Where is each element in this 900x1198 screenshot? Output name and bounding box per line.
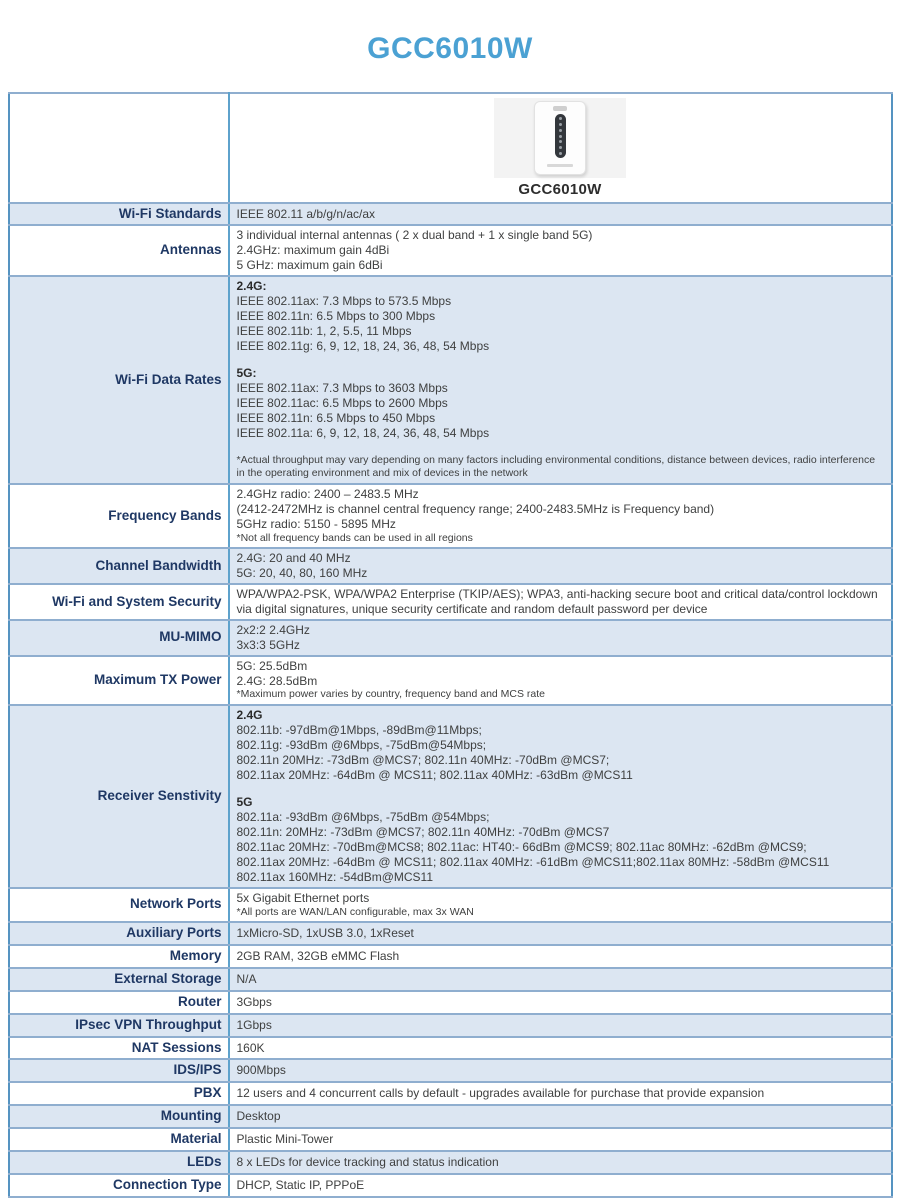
spec-row-mounting	[9, 1105, 892, 1128]
spec-value	[229, 1037, 892, 1060]
spec-value-line: 2GB RAM, 32GB eMMC Flash	[236, 949, 400, 964]
spec-label: Frequency Bands	[9, 484, 229, 548]
spec-row-memory	[9, 945, 892, 968]
spec-label: IPsec VPN Throughput	[9, 1014, 229, 1037]
spacer	[237, 353, 884, 366]
spec-value	[229, 225, 892, 276]
spec-label: NAT Sessions	[9, 1037, 229, 1060]
spec-label: External Storage	[9, 968, 229, 991]
spec-value-line: 802.11b: -97dBm@1Mbps, -89dBm@11Mbps;	[236, 722, 482, 737]
spec-value-line: IEEE 802.11a: 6, 9, 12, 18, 24, 36, 48, 54 Mbps	[236, 425, 490, 440]
spec-value	[229, 945, 892, 968]
spec-value-line: N/A	[236, 971, 257, 986]
spec-row-external-storage	[9, 968, 892, 991]
spec-value-line: 802.11n: 20MHz: -73dBm @MCS7; 802.11n 40MHz: -70dBm @MCS7	[236, 825, 610, 840]
spec-value-line: 802.11ax 20MHz: -64dBm @ MCS11; 802.11ax 40MHz: -63dBm @MCS11	[236, 767, 633, 782]
spec-label: Router	[9, 991, 229, 1014]
spec-row-auxiliary-ports	[9, 922, 892, 945]
spacer	[237, 441, 884, 454]
spec-row-ipsec-vpn-throughput	[9, 1014, 892, 1037]
spec-value-line: 12 users and 4 concurrent calls by default - upgrades available for purchase that provide expansion	[236, 1086, 765, 1101]
spec-label: Channel Bandwidth	[9, 548, 229, 584]
spec-value-line: IEEE 802.11g: 6, 9, 12, 18, 24, 36, 48, 54 Mbps	[236, 338, 490, 353]
spec-value-line: *Actual throughput may vary depending on many factors including environmental conditions, distance between devices, radio interference in the operating environment and mix of devices in the network	[236, 453, 876, 480]
spec-value-line: 5G: 25.5dBm	[236, 658, 308, 673]
spec-value-line: 802.11ax 20MHz: -64dBm @ MCS11; 802.11ax 40MHz: -61dBm @MCS11;802.11ax 80MHz: -58dBm @MCS11	[236, 854, 830, 869]
spec-value-line: 5G: 20, 40, 80, 160 MHz	[236, 566, 368, 581]
spec-row-network-ports	[9, 888, 892, 923]
spec-row-wi-fi-and-system-security	[9, 584, 892, 620]
spec-value	[229, 1082, 892, 1105]
header-empty-cell	[9, 93, 229, 203]
spec-label: Wi-Fi Data Rates	[9, 276, 229, 484]
spec-value-line: 2.4G: 28.5dBm	[236, 673, 318, 688]
page-title: GCC6010W	[367, 32, 533, 65]
spec-value	[229, 888, 892, 923]
spec-row-leds	[9, 1151, 892, 1174]
spec-value-line: Desktop	[236, 1109, 281, 1124]
spec-row-wi-fi-standards	[9, 203, 892, 226]
spec-value-line: 2.4GHz radio: 2400 – 2483.5 MHz	[236, 487, 419, 502]
spec-value-line: *Not all frequency bands can be used in all regions	[236, 531, 473, 544]
spec-value-line: IEEE 802.11ax: 7.3 Mbps to 3603 Mbps	[236, 381, 448, 396]
spec-row-channel-bandwidth	[9, 548, 892, 584]
spec-value-line: 900Mbps	[236, 1063, 286, 1078]
spec-label: Network Ports	[9, 888, 229, 923]
spec-value-line: 5G:	[236, 366, 257, 381]
spec-value-line: 5G	[236, 795, 253, 810]
spec-label: Wi-Fi and System Security	[9, 584, 229, 620]
spec-value	[229, 620, 892, 656]
spec-row-material	[9, 1128, 892, 1151]
spec-value	[229, 1128, 892, 1151]
spec-label: Memory	[9, 945, 229, 968]
product-image	[494, 98, 626, 178]
spec-row-mu-mimo	[9, 620, 892, 656]
spec-table	[8, 92, 893, 1198]
spec-value-line: 2.4G	[236, 708, 263, 723]
spec-value-line: 160K	[236, 1040, 265, 1055]
spec-value-line: WPA/WPA2-PSK, WPA/WPA2 Enterprise (TKIP/AES); WPA3, anti-hacking secure boot and critical data/control lockdown via digital signatures, unique security certificate and random default password per device	[236, 587, 878, 617]
product-image-cell	[229, 93, 892, 203]
spec-value-line: 1Gbps	[236, 1017, 272, 1032]
spec-value-line: 3Gbps	[236, 994, 272, 1009]
spec-value-line: *All ports are WAN/LAN configurable, max 3x WAN	[236, 905, 474, 918]
device-led-strip-icon	[555, 114, 566, 158]
spec-value-line: 2.4G:	[236, 279, 267, 294]
spec-value-line: IEEE 802.11b: 1, 2, 5.5, 11 Mbps	[236, 323, 412, 338]
spec-value	[229, 203, 892, 226]
spec-row-ids-ips	[9, 1059, 892, 1082]
spec-value-line: 8 x LEDs for device tracking and status indication	[236, 1154, 499, 1169]
spec-value-line: 2.4GHz: maximum gain 4dBi	[236, 243, 390, 258]
spec-value-line: 802.11ac 20MHz: -70dBm@MCS8; 802.11ac: HT40:- 66dBm @MCS9; 802.11ac 80MHz: -62dBm @MCS9;	[236, 840, 807, 855]
spec-value-line: 2.4G: 20 and 40 MHz	[236, 551, 351, 566]
device-body	[534, 101, 586, 175]
spec-label: Wi-Fi Standards	[9, 203, 229, 226]
spec-value-line: 802.11ax 160MHz: -54dBm@MCS11	[236, 869, 433, 884]
spec-row-antennas	[9, 225, 892, 276]
spec-value	[229, 991, 892, 1014]
device-grille	[553, 106, 567, 111]
spec-value-line: Plastic Mini-Tower	[236, 1132, 334, 1147]
spec-label: Material	[9, 1128, 229, 1151]
spec-value-line: 5 GHz: maximum gain 6dBi	[236, 258, 383, 273]
spec-value-line: IEEE 802.11n: 6.5 Mbps to 450 Mbps	[236, 411, 436, 426]
spec-row-nat-sessions	[9, 1037, 892, 1060]
spec-label: Mounting	[9, 1105, 229, 1128]
spec-label: MU-MIMO	[9, 620, 229, 656]
spec-value-line: IEEE 802.11n: 6.5 Mbps to 300 Mbps	[236, 308, 436, 323]
spec-row-receiver-senstivity	[9, 705, 892, 888]
spec-label: LEDs	[9, 1151, 229, 1174]
spacer	[237, 782, 884, 795]
spec-value	[229, 484, 892, 548]
spec-value	[229, 1174, 892, 1197]
spec-label: IDS/IPS	[9, 1059, 229, 1082]
spec-value	[229, 922, 892, 945]
spec-value-line: 5x Gigabit Ethernet ports	[236, 890, 370, 905]
spec-value	[229, 1059, 892, 1082]
spec-value-line: 3x3:3 5GHz	[236, 637, 300, 652]
spec-table-body	[9, 93, 892, 1197]
spec-label: Auxiliary Ports	[9, 922, 229, 945]
spec-row-maximum-tx-power	[9, 656, 892, 705]
spec-value	[229, 1105, 892, 1128]
spec-value-line: 802.11g: -93dBm @6Mbps, -75dBm@54Mbps;	[236, 737, 487, 752]
spec-value-line: 1xMicro-SD, 1xUSB 3.0, 1xReset	[236, 926, 414, 941]
spec-value-line: (2412-2472MHz is channel central frequency range; 2400-2483.5MHz is Frequency band)	[236, 502, 715, 516]
spec-row-connection-type	[9, 1174, 892, 1197]
spec-value-line: 802.11n 20MHz: -73dBm @MCS7; 802.11n 40MHz: -70dBm @MCS7;	[236, 752, 610, 767]
spec-value-line: IEEE 802.11ax: 7.3 Mbps to 573.5 Mbps	[236, 293, 452, 308]
spec-value	[229, 1014, 892, 1037]
spec-value-line: 2x2:2 2.4GHz	[236, 622, 310, 637]
spec-value	[229, 1151, 892, 1174]
spec-row-pbx	[9, 1082, 892, 1105]
product-header-row	[9, 93, 892, 203]
spec-value-line: 3 individual internal antennas ( 2 x dual band + 1 x single band 5G)	[236, 228, 593, 243]
spec-value	[229, 705, 892, 888]
spec-value-line: IEEE 802.11 a/b/g/n/ac/ax	[236, 206, 376, 221]
spec-label: PBX	[9, 1082, 229, 1105]
spec-value-line: IEEE 802.11ac: 6.5 Mbps to 2600 Mbps	[236, 396, 448, 411]
spec-value	[229, 548, 892, 584]
device-logo-line	[547, 164, 573, 167]
spec-value	[229, 276, 892, 484]
spec-value	[229, 968, 892, 991]
spec-value	[229, 656, 892, 705]
spec-value-line: 802.11a: -93dBm @6Mbps, -75dBm @54Mbps;	[236, 810, 490, 825]
product-image-caption: GCC6010W	[518, 181, 602, 198]
spec-label: Connection Type	[9, 1174, 229, 1197]
spec-label: Antennas	[9, 225, 229, 276]
spec-label: Maximum TX Power	[9, 656, 229, 705]
spec-value-line: 5GHz radio: 5150 - 5895 MHz	[236, 516, 396, 531]
spec-label: Receiver Senstivity	[9, 705, 229, 888]
spec-row-frequency-bands	[9, 484, 892, 548]
spec-row-router	[9, 991, 892, 1014]
spec-value-line: *Maximum power varies by country, frequency band and MCS rate	[236, 688, 546, 701]
spec-row-wi-fi-data-rates	[9, 276, 892, 484]
spec-value-line: DHCP, Static IP, PPPoE	[236, 1177, 365, 1192]
spec-value	[229, 584, 892, 620]
